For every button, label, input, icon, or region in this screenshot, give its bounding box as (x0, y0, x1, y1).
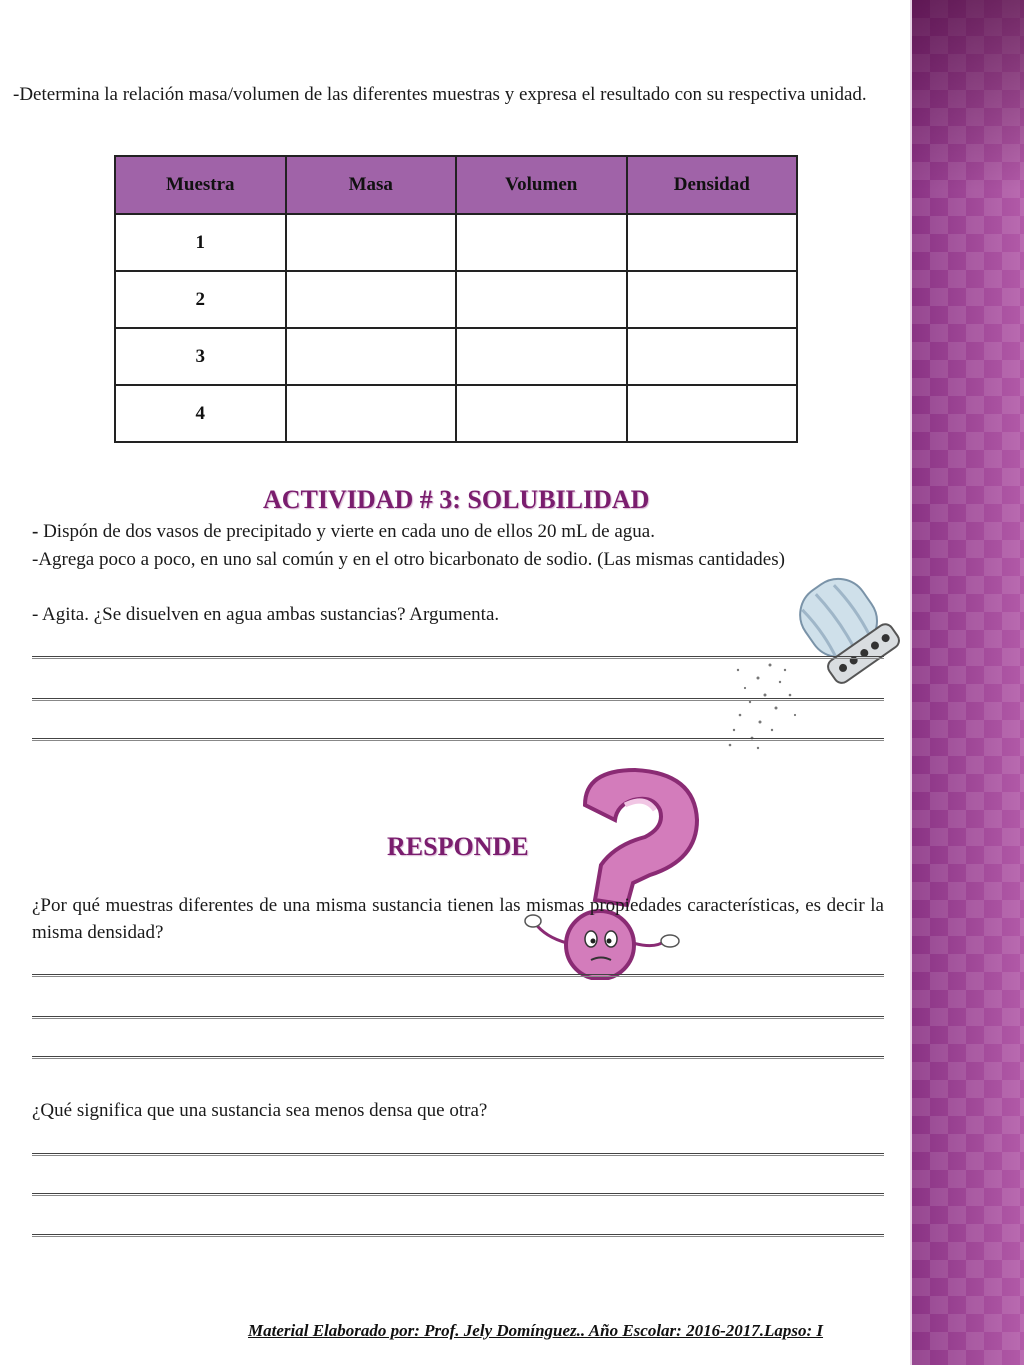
answer-line[interactable] (32, 656, 884, 659)
cell-volumen[interactable] (456, 385, 627, 442)
responde-title: RESPONDE (387, 832, 529, 861)
density-table (114, 155, 798, 443)
cell-masa[interactable] (286, 385, 457, 442)
cell-volumen[interactable] (456, 328, 627, 385)
cell-densidad[interactable] (627, 385, 798, 442)
cell-muestra: 3 (115, 328, 286, 385)
question-2: ¿Qué significa que una sustancia sea menos densa que otra? (32, 1100, 488, 1121)
cell-muestra: 2 (115, 271, 286, 328)
answer-line[interactable] (32, 974, 884, 977)
answer-line[interactable] (32, 1234, 884, 1237)
table-row (115, 385, 797, 442)
activity-title: ACTIVIDAD # 3: SOLUBILIDAD (263, 485, 650, 514)
answer-line[interactable] (32, 738, 884, 741)
header-muestra: Muestra (115, 156, 286, 214)
table-header-row (115, 156, 797, 214)
answer-line[interactable] (32, 1016, 884, 1019)
cell-masa[interactable] (286, 328, 457, 385)
activity-step-1 (32, 518, 884, 545)
cell-volumen[interactable] (456, 214, 627, 271)
header-volumen: Volumen (456, 156, 627, 214)
activity-step-3: - Agita. ¿Se disuelven en agua ambas sustancias? Argumenta. (32, 604, 500, 625)
table-row (115, 271, 797, 328)
cell-muestra: 1 (115, 214, 286, 271)
activity-step-2: -Agrega poco a poco, en uno sal común y en el otro bicarbonato de sodio. (Las mismas cantidades) (32, 549, 785, 570)
cell-masa[interactable] (286, 271, 457, 328)
answer-line[interactable] (32, 698, 884, 701)
answer-line[interactable] (32, 1056, 884, 1059)
table-row (115, 328, 797, 385)
header-masa: Masa (286, 156, 457, 214)
decorative-sidebar (912, 0, 1024, 1365)
answer-line[interactable] (32, 1153, 884, 1156)
cell-muestra: 4 (115, 385, 286, 442)
cell-volumen[interactable] (456, 271, 627, 328)
step-1-text: Dispón de dos vasos de precipitado y vierte en cada uno de ellos 20 mL de agua. (38, 521, 655, 542)
question-1: ¿Por qué muestras diferentes de una misma sustancia tienen las mismas propiedades características, es decir la misma densidad? (32, 895, 884, 943)
question-mark-character-illustration (515, 765, 715, 980)
cell-densidad[interactable] (627, 271, 798, 328)
answer-line[interactable] (32, 1193, 884, 1196)
salt-shaker-illustration (710, 570, 910, 755)
intro-instruction: -Determina la relación masa/volumen de las diferentes muestras y expresa el resultado con su respectiva unidad. (13, 84, 867, 105)
cell-densidad[interactable] (627, 328, 798, 385)
cell-densidad[interactable] (627, 214, 798, 271)
step-dash: - (32, 521, 39, 542)
cell-masa[interactable] (286, 214, 457, 271)
header-densidad: Densidad (627, 156, 798, 214)
footer-credit: Material Elaborado por: Prof. Jely Domínguez.. Año Escolar: 2016-2017.Lapso: I (248, 1321, 824, 1340)
table-row (115, 214, 797, 271)
